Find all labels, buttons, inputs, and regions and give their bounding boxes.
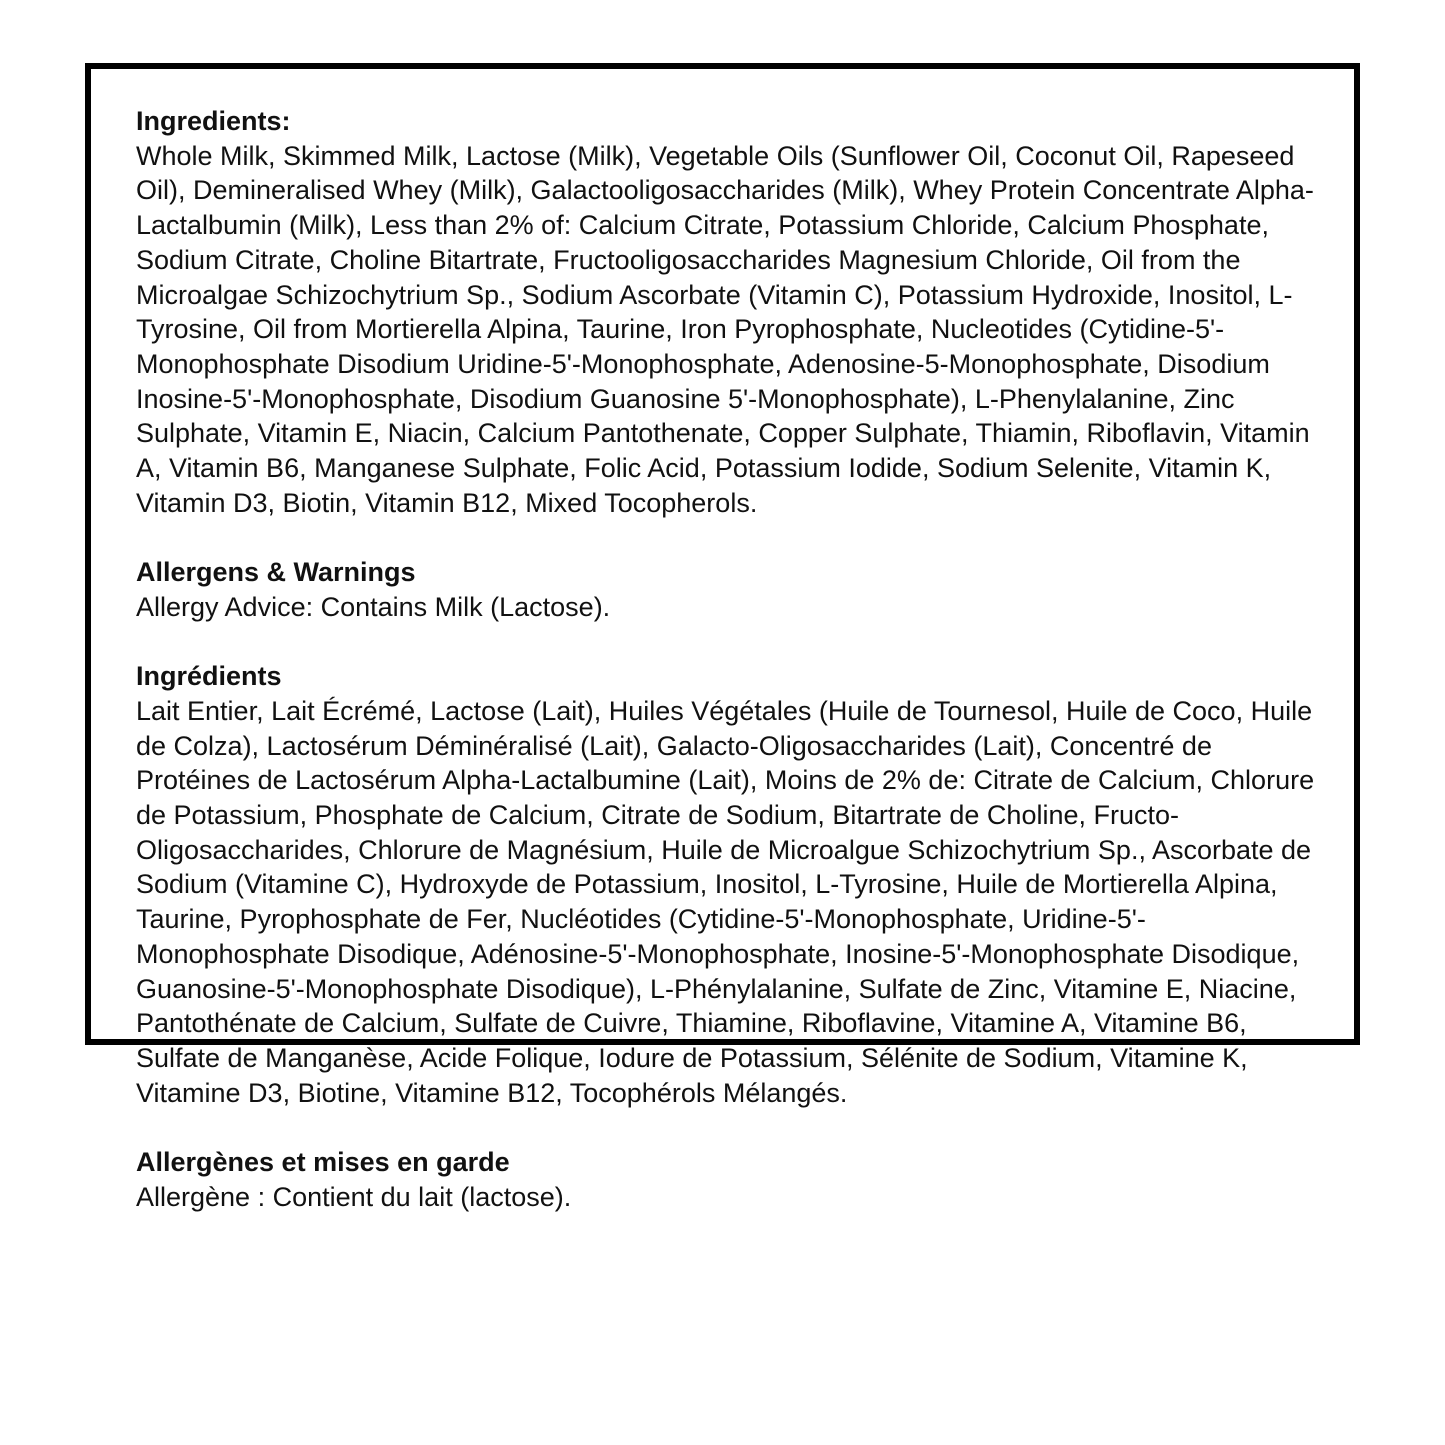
label-content (136, 104, 1316, 1214)
ingredients-fr-text: Lait Entier, Lait Écrémé, Lactose (Lait), Huiles Végétales (Huile de Tournesol, Huile de Coco, Huile de Colza), Lactosérum Déminéralisé (Lait), Galacto-Oligosaccharides (Lait), Concentré de Protéines de Lactosérum Alpha-Lactalbumine (Lait), Moins de 2% de: Citrate de Calcium, Chlorure de Potassium, Phosphate de Calcium, Citrate de Sodium, Bitartrate de Choline, Fructo-Oligosaccharides, Chlorure de Magnésium, Huile de Microalgue Schizochytrium Sp., Ascorbate de Sodium (Vitamine C), Hydroxyde de Potassium, Inositol, L-Tyrosine, Huile de Mortierella Alpina, Taurine, Pyrophosphate de Fer, Nucléotides (Cytidine-5'-Monophosphate, Uridine-5'-Monophosphate Disodique, Adénosine-5'-Monophosphate, Inosine-5'-Monophosphate Disodique, Guanosine-5'-Monophosphate Disodique), L-Phénylalanine, Sulfate de Zinc, Vitamine E, Niacine, Pantothénate de Calcium, Sulfate de Cuivre, Thiamine, Riboflavine, Vitamine A, Vitamine B6, Sulfate de Manganèse, Acide Folique, Iodure de Potassium, Sélénite de Sodium, Vitamine K, Vitamine D3, Biotine, Vitamine B12, Tocophérols Mélangés. (136, 695, 1315, 1108)
ingredients-fr-heading: Ingrédients (136, 661, 282, 692)
ingredients-en-heading: Ingredients: (136, 106, 291, 136)
allergens-en-text: Allergy Advice: Contains Milk (Lactose). (136, 591, 611, 622)
allergens-en-heading: Allergens & Warnings (136, 557, 416, 588)
allergens-fr-heading: Allergènes et mises en garde (136, 1147, 510, 1178)
allergens-en-section (136, 555, 1316, 624)
allergens-fr-section (136, 1145, 1316, 1214)
ingredients-en-text: Whole Milk, Skimmed Milk, Lactose (Milk), Vegetable Oils (Sunflower Oil, Coconut Oil, Rapeseed Oil), Demineralised Whey (Milk), Galactooligosaccharides (Milk), Whey Protein Concentrate Alpha-Lactalbumin (Milk), Less than 2% of: Calcium Citrate, Potassium Chloride, Calcium Phosphate, Sodium Citrate, Choline Bitartrate, Fructooligosaccharides Magnesium Chloride, Oil from the Microalgae Schizochytrium Sp., Sodium Ascorbate (Vitamin C), Potassium Hydroxide, Inositol, L-Tyrosine, Oil from Mortierella Alpina, Taurine, Iron Pyrophosphate, Nucleotides (Cytidine-5'-Monophosphate Disodium Uridine-5'-Monophosphate, Adenosine-5-Monophosphate, Disodium Inosine-5'-Monophosphate, Disodium Guanosine 5'-Monophosphate), L-Phenylalanine, Zinc Sulphate, Vitamin E, Niacin, Calcium Pantothenate, Copper Sulphate, Thiamin, Riboflavin, Vitamin A, Vitamin B6, Manganese Sulphate, Folic Acid, Potassium Iodide, Sodium Selenite, Vitamin K, Vitamin D3, Biotin, Vitamin B12, Mixed Tocopherols. (136, 140, 1314, 518)
ingredients-fr-section (136, 659, 1316, 1110)
allergens-fr-text: Allergène : Contient du lait (lactose). (136, 1181, 572, 1212)
ingredients-en-section (136, 104, 1316, 520)
